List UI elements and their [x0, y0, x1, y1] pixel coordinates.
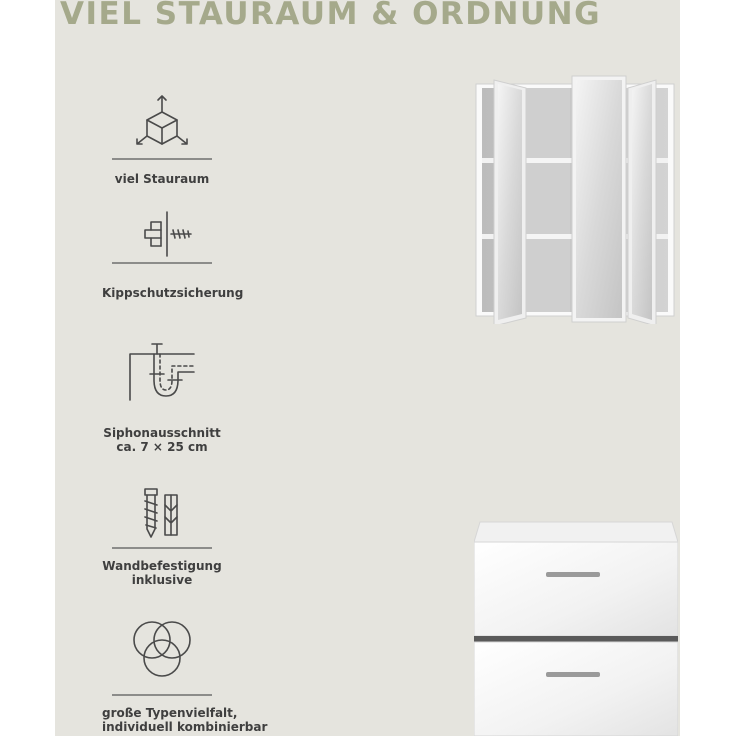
divider [112, 694, 212, 696]
feature-tipping-safety [102, 210, 244, 300]
feature-label: große Typenvielfalt, individuell kombinierbar [102, 705, 268, 734]
feature-wall-mounting [102, 485, 222, 587]
feature-storage [102, 90, 222, 186]
wall-anchor-icon [127, 210, 197, 258]
divider [112, 547, 212, 549]
screw-dowel-icon [127, 485, 197, 541]
divider [112, 158, 212, 160]
feature-label: Kippschutzsicherung [102, 285, 244, 300]
overlapping-circles-icon [122, 618, 202, 682]
divider [112, 262, 212, 264]
page-headline: VIEL STAURAUM & ORDNUNG [60, 0, 602, 32]
base-cabinet-image [474, 520, 678, 736]
storage-cube-icon [127, 90, 197, 152]
feature-label: Siphonausschnitt ca. 7 × 25 cm [103, 426, 221, 454]
feature-label: Wandbefestigung inklusive [102, 558, 222, 587]
feature-siphon-cutout [102, 340, 222, 454]
feature-variety [102, 618, 268, 734]
mirror-cabinet-image [470, 74, 680, 324]
siphon-pipe-icon [122, 340, 202, 410]
feature-label: viel Stauraum [114, 171, 210, 186]
